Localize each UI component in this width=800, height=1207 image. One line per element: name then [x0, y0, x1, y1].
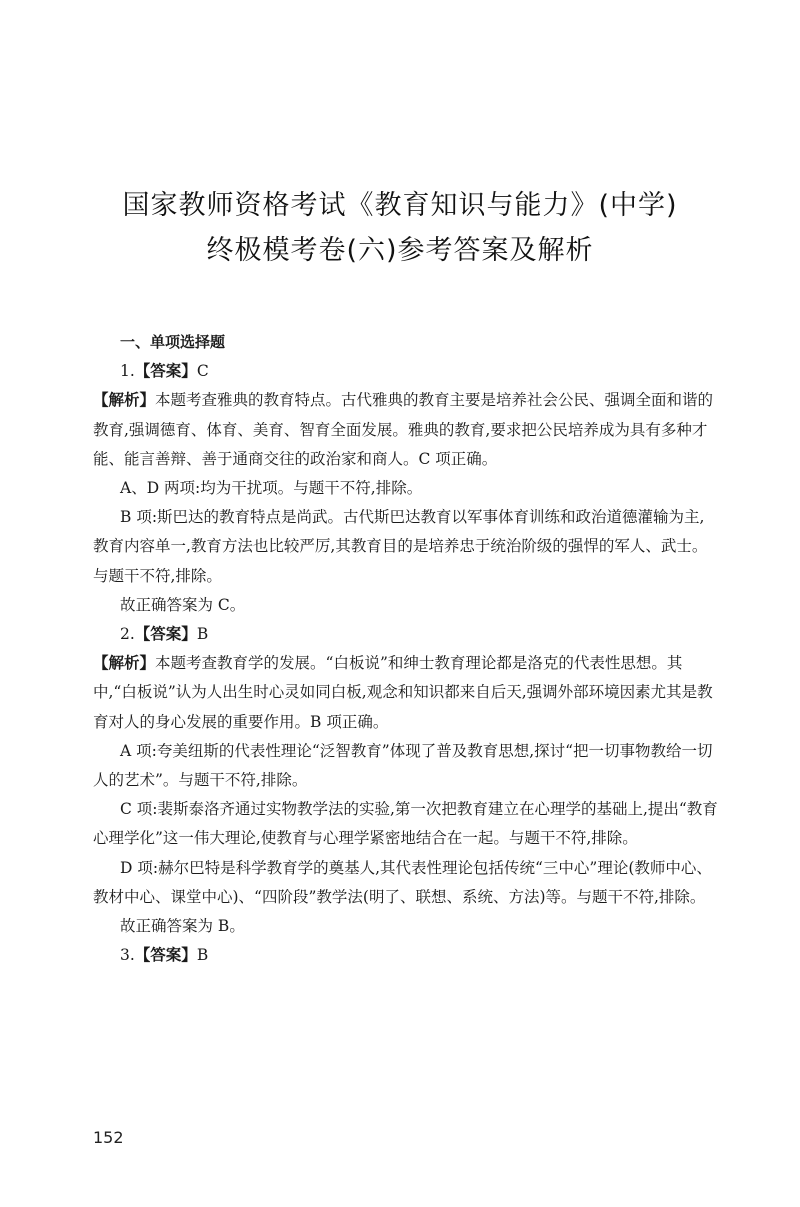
document-title-line-2: 终极模考卷(六)参考答案及解析 — [206, 235, 594, 266]
answer-line-q2 — [93, 620, 718, 649]
analysis-paragraph-q1 — [93, 386, 718, 474]
conclusion-paragraph: 故正确答案为 B。 — [120, 917, 245, 936]
answer-value: B — [196, 946, 209, 965]
analysis-text: 本题考查雅典的教育特点。古代雅典的教育主要是培养社会公民、强调全面和谐的教育,强调德育、体育、美育、智育全面发展。雅典的教育,要求把公民培养成为具有多种才能、能言善辩、善于通商交往的政治家和商人。C 项正确。 — [93, 391, 714, 468]
answer-number: 3. — [120, 946, 135, 965]
option-paragraph: A 项:夸美纽斯的代表性理论“泛智教育”体现了普及教育思想,探讨“把一切事物教给一切人的艺术”。与题干不符,排除。 — [93, 741, 713, 790]
page-number: 152 — [93, 1128, 124, 1147]
answer-number: 1. — [120, 362, 135, 381]
analysis-paragraph-q2 — [93, 649, 718, 737]
document-body — [93, 328, 718, 970]
answer-line-q3 — [93, 941, 718, 970]
analysis-label: 【解析】 — [93, 654, 156, 673]
answer-value: C — [196, 362, 209, 381]
answer-number: 2. — [120, 625, 135, 644]
answer-value: B — [196, 625, 209, 644]
document-title-line-1: 国家教师资格考试《教育知识与能力》(中学) — [122, 190, 678, 221]
analysis-text: 本题考查教育学的发展。“白板说”和绅士教育理论都是洛克的代表性思想。其中,“白板说”认为人出生时心灵如同白板,观念和知识都来自后天,强调外部环境因素尤其是教育对人的身心发展的重要作用。B 项正确。 — [93, 654, 713, 731]
option-paragraph: D 项:赫尔巴特是科学教育学的奠基人,其代表性理论包括传统“三中心”理论(教师中心、教材中心、课堂中心)、“四阶段”教学法(明了、联想、系统、方法)等。与题干不符,排除。 — [93, 858, 712, 906]
answer-label: 【答案】 — [134, 625, 197, 644]
conclusion-paragraph: 故正确答案为 C。 — [120, 595, 246, 614]
answer-line-q1 — [93, 357, 718, 386]
answer-label: 【答案】 — [134, 362, 197, 381]
analysis-label: 【解析】 — [93, 391, 156, 410]
option-paragraph: A、D 两项:均为干扰项。与题干不符,排除。 — [120, 479, 423, 498]
section-heading: 一、单项选择题 — [120, 333, 226, 351]
option-paragraph: C 项:裴斯泰洛齐通过实物教学法的实验,第一次把教育建立在心理学的基础上,提出“教育心理学化”这一伟大理论,使教育与心理学紧密地结合在一起。与题干不符,排除。 — [93, 800, 718, 848]
answer-label: 【答案】 — [134, 946, 197, 965]
option-paragraph: B 项:斯巴达的教育特点是尚武。古代斯巴达教育以军事体育训练和政治道德灌输为主,教育内容单一,教育方法也比较严厉,其教育目的是培养忠于统治阶级的强悍的军人、武士。与题干不符,排除。 — [93, 508, 708, 585]
